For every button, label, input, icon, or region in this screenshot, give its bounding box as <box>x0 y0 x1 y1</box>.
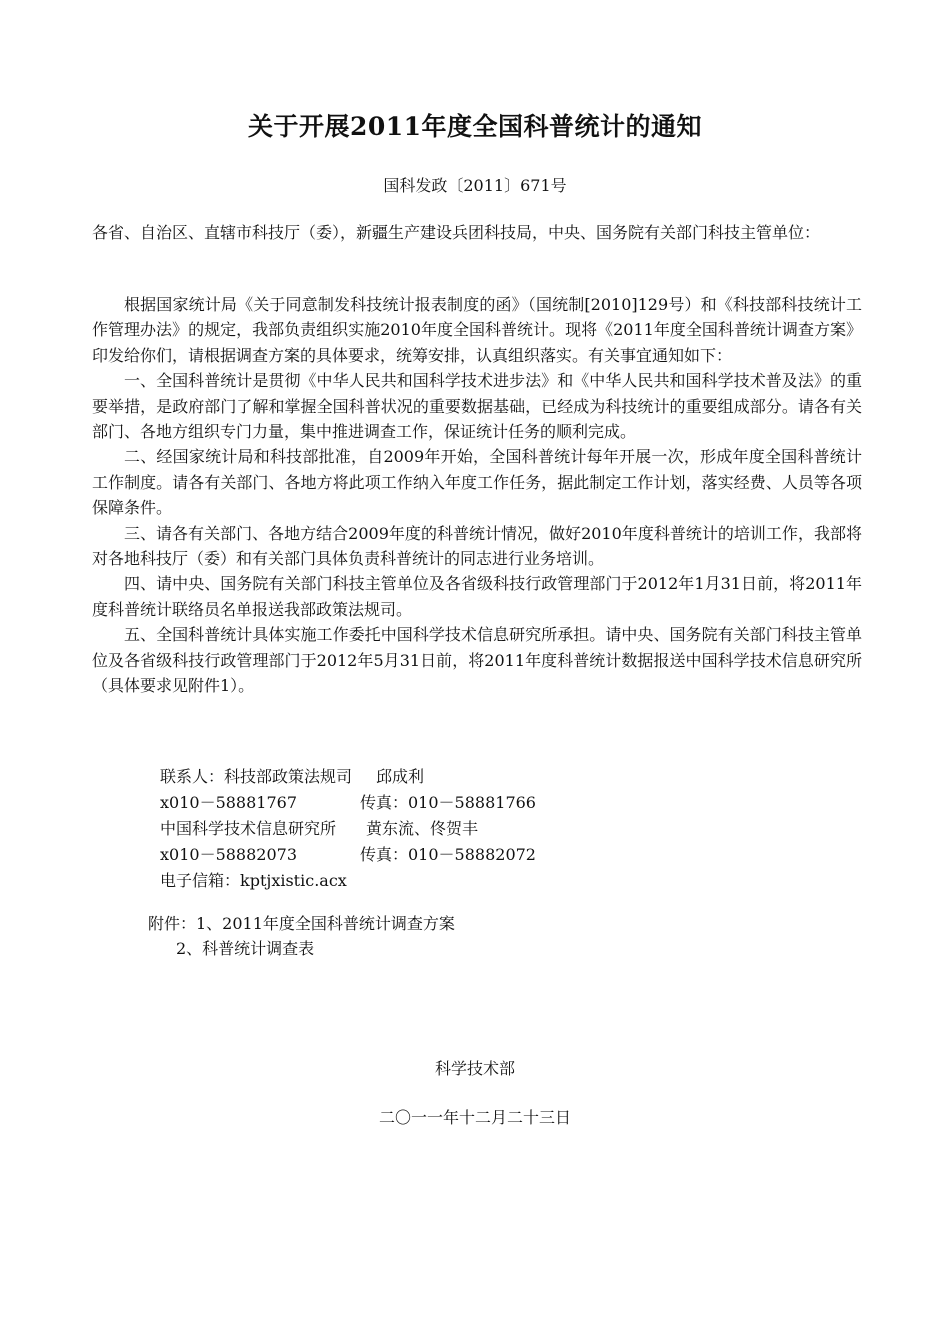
contact-person: 邱成利 <box>376 767 425 786</box>
document-title: 关于开展2011年度全国科普统计的通知 <box>247 112 703 141</box>
attachment-item-2: 2、科普统计调查表 <box>176 939 315 958</box>
greeting-recipients: 各省、自治区、直辖市科技厅（委），新疆生产建设兵团科技局，中央、国务院有关部门科技主管单位： <box>92 223 821 242</box>
item-paragraph-3: 三、请各有关部门、各地方结合2009年度的科普统计情况，做好2010年度科普统计的培训工作，我部将对各地科技厅（委）和有关部门具体负责科普统计的同志进行业务培训。 <box>92 523 862 569</box>
attachment-item-1: 附件：1、2011年度全国科普统计调查方案 <box>148 914 455 933</box>
item-paragraph-2: 二、经国家统计局和科技部批准，自2009年开始，全国科普统计每年开展一次，形成年度全国科普统计工作制度。请各有关部门、各地方将此项工作纳入年度工作任务，据此制定工作计划，落实经费、人员等各项保障条件。 <box>92 447 862 518</box>
attachments-block <box>148 911 455 961</box>
contact-row-1 <box>160 764 860 790</box>
contact-phone-2: x010－58882073 <box>160 845 298 864</box>
contact-row-5 <box>160 868 860 894</box>
contact-phone-1: x010－58881767 <box>160 793 298 812</box>
document-number: 国科发政〔2011〕671号 <box>383 176 567 195</box>
item-paragraph-4: 四、请中央、国务院有关部门科技主管单位及各省级科技行政管理部门于2012年1月31日前，将2011年度科普统计联络员名单报送我部政策法规司。 <box>92 574 862 619</box>
item-paragraph-5: 五、全国科普统计具体实施工作委托中国科学技术信息研究所承担。请中央、国务院有关部门科技主管单位及各省级科技行政管理部门于2012年5月31日前，将2011年度科普统计数据报送中国科学技术信息研究所（具体要求见附件1）。 <box>92 625 862 696</box>
contact-block <box>160 764 860 894</box>
contact-row-4 <box>160 842 860 868</box>
contact-fax-2: 传真：010－58882072 <box>360 845 536 864</box>
contact-label: 联系人：科技部政策法规司 <box>160 767 353 786</box>
contact-fax-1: 传真：010－58881766 <box>360 793 536 812</box>
contact-organization: 中国科学技术信息研究所 <box>160 819 337 838</box>
signature-date: 二〇一一年十二月二十三日 <box>378 1108 571 1127</box>
item-paragraph-1: 一、全国科普统计是贯彻《中华人民共和国科学技术进步法》和《中华人民共和国科学技术普及法》的重要举措，是政府部门了解和掌握全国科普状况的重要数据基础，已经成为科技统计的重要组成部分。请各有关部门、各地方组织专门力量，集中推进调查工作，保证统计任务的顺利完成。 <box>92 371 862 442</box>
contact-row-2 <box>160 790 860 816</box>
signature-organization: 科学技术部 <box>434 1059 515 1078</box>
contact-persons-2: 黄东流、佟贺丰 <box>366 819 479 838</box>
contact-email: 电子信箱：kptjxistic.acx <box>160 871 347 890</box>
contact-row-3 <box>160 816 860 842</box>
main-body <box>92 292 862 699</box>
intro-paragraph: 根据国家统计局《关于同意制发科技统计报表制度的函》（国统制[2010]129号）和《科技部科技统计工作管理办法》的规定，我部负责组织实施2010年度全国科普统计。现将《2011年度全国科普统计调查方案》印发给你们，请根据调查方案的具体要求，统筹安排，认真组织落实。有关事宜通知如下： <box>92 295 862 365</box>
